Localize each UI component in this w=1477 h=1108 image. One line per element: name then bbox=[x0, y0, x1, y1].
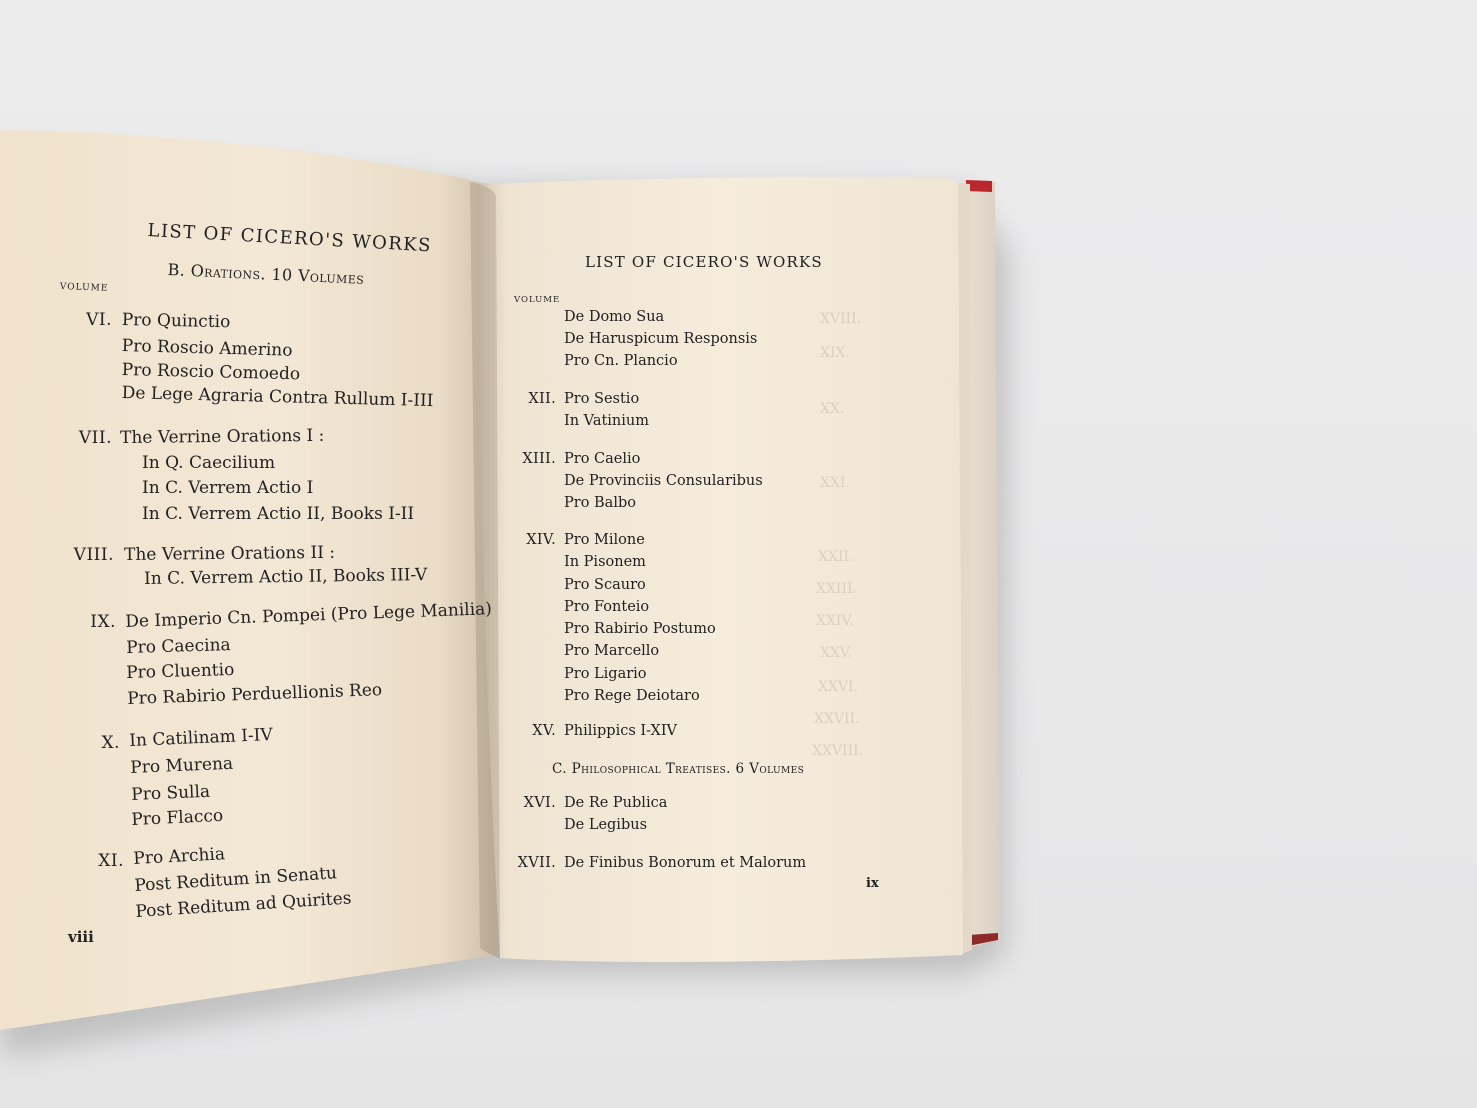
volume-number: XIV. bbox=[526, 532, 556, 548]
work-title: In Catilinam I-IV bbox=[128, 724, 274, 751]
bleed-through-text: XXVII. bbox=[814, 711, 860, 727]
work-title: Pro Scauro bbox=[564, 577, 646, 593]
work-title: De Domo Sua bbox=[564, 309, 665, 325]
bleed-through-text: XIX. bbox=[820, 345, 850, 361]
volume-number: X. bbox=[101, 733, 120, 753]
work-title: Pro Flacco bbox=[130, 805, 224, 830]
work-title: Pro Roscio Amerino bbox=[121, 336, 293, 361]
volume-number: VI. bbox=[86, 310, 112, 330]
bleed-through-text: XVIII. bbox=[820, 311, 862, 327]
volume-number: XIII. bbox=[522, 451, 556, 467]
work-title: Post Reditum ad Quirites bbox=[134, 888, 353, 922]
work-title: Pro Roscio Comoedo bbox=[121, 360, 301, 385]
work-title: The Verrine Orations I : bbox=[119, 425, 325, 448]
work-title: In C. Verrem Actio II, Books III-V bbox=[143, 565, 428, 589]
work-title: Pro Sulla bbox=[130, 781, 211, 805]
work-title: In Vatinium bbox=[564, 413, 649, 429]
volume-number: XVII. bbox=[517, 855, 556, 871]
bleed-through-text: XXVI. bbox=[818, 679, 859, 695]
left-page-section-heading: B. Orations. 10 Volumes bbox=[167, 260, 365, 288]
work-title: De Re Publica bbox=[564, 795, 668, 811]
right-page-folio: ix bbox=[866, 876, 879, 891]
work-title: Pro Marcello bbox=[564, 643, 660, 659]
work-title: Pro Ligario bbox=[564, 666, 647, 682]
volume-number: XII. bbox=[528, 391, 556, 407]
right-page-heading: LIST OF CICERO'S WORKS bbox=[585, 253, 823, 271]
work-title: Pro Cluentio bbox=[125, 659, 235, 683]
work-title: De Finibus Bonorum et Malorum bbox=[564, 855, 807, 871]
work-title: Pro Rege Deiotaro bbox=[564, 688, 700, 704]
volume-number: XV. bbox=[532, 723, 556, 739]
work-title: De Haruspicum Responsis bbox=[564, 331, 758, 347]
bleed-through-text: XXV. bbox=[820, 645, 853, 661]
volume-number: IX. bbox=[90, 612, 116, 632]
work-title: Pro Fonteio bbox=[564, 599, 650, 615]
left-page-heading: LIST OF CICERO'S WORKS bbox=[146, 220, 433, 257]
left-page-volume-label: VOLUME bbox=[59, 282, 109, 294]
bleed-through-text: XXIV. bbox=[816, 613, 854, 629]
work-title: In Pisonem bbox=[564, 554, 646, 570]
volume-number: VII. bbox=[78, 428, 112, 448]
work-title: In C. Verrem Actio II, Books I-II bbox=[142, 504, 415, 524]
volume-number: VIII. bbox=[73, 545, 114, 565]
right-page-volume-label: VOLUME bbox=[514, 295, 561, 305]
work-title: Pro Murena bbox=[129, 753, 234, 778]
work-title: In Q. Caecilium bbox=[142, 453, 276, 473]
work-title: Pro Quinctio bbox=[121, 310, 231, 333]
work-title: Pro Cn. Plancio bbox=[564, 353, 678, 369]
work-title: Pro Sestio bbox=[564, 391, 640, 407]
bleed-through-text: XXIII. bbox=[816, 581, 857, 597]
left-page-folio: viii bbox=[68, 928, 94, 946]
work-title: De Legibus bbox=[564, 817, 648, 833]
volume-number: XVI. bbox=[523, 795, 556, 811]
bleed-through-text: XXII. bbox=[818, 549, 854, 565]
work-title: Pro Rabirio Perduellionis Reo bbox=[126, 680, 383, 709]
work-title: In C. Verrem Actio I bbox=[142, 478, 314, 498]
work-title: De Lege Agraria Contra Rullum I-III bbox=[121, 383, 434, 412]
work-title: The Verrine Orations II : bbox=[123, 542, 336, 565]
work-title: Pro Caelio bbox=[564, 451, 641, 467]
bleed-through-text: XX. bbox=[820, 401, 845, 417]
volume-number: XI. bbox=[98, 851, 124, 871]
work-title: Philippics I-XIV bbox=[564, 723, 678, 739]
work-title: De Provinciis Consularibus bbox=[564, 473, 763, 489]
work-title: Pro Caecina bbox=[125, 635, 231, 658]
work-title: De Imperio Cn. Pompei (Pro Lege Manilia) bbox=[124, 599, 493, 632]
right-page-section-heading: C. Philosophical Treatises. 6 Volumes bbox=[552, 761, 805, 777]
work-title: Pro Milone bbox=[564, 532, 645, 548]
work-title: Pro Balbo bbox=[564, 495, 636, 511]
bleed-through-text: XXVIII. bbox=[812, 743, 864, 759]
work-title: Pro Archia bbox=[132, 844, 226, 869]
bleed-through-text: XXI. bbox=[820, 475, 850, 491]
work-title: Pro Rabirio Postumo bbox=[564, 621, 716, 637]
work-title: Post Reditum in Senatu bbox=[133, 863, 338, 896]
